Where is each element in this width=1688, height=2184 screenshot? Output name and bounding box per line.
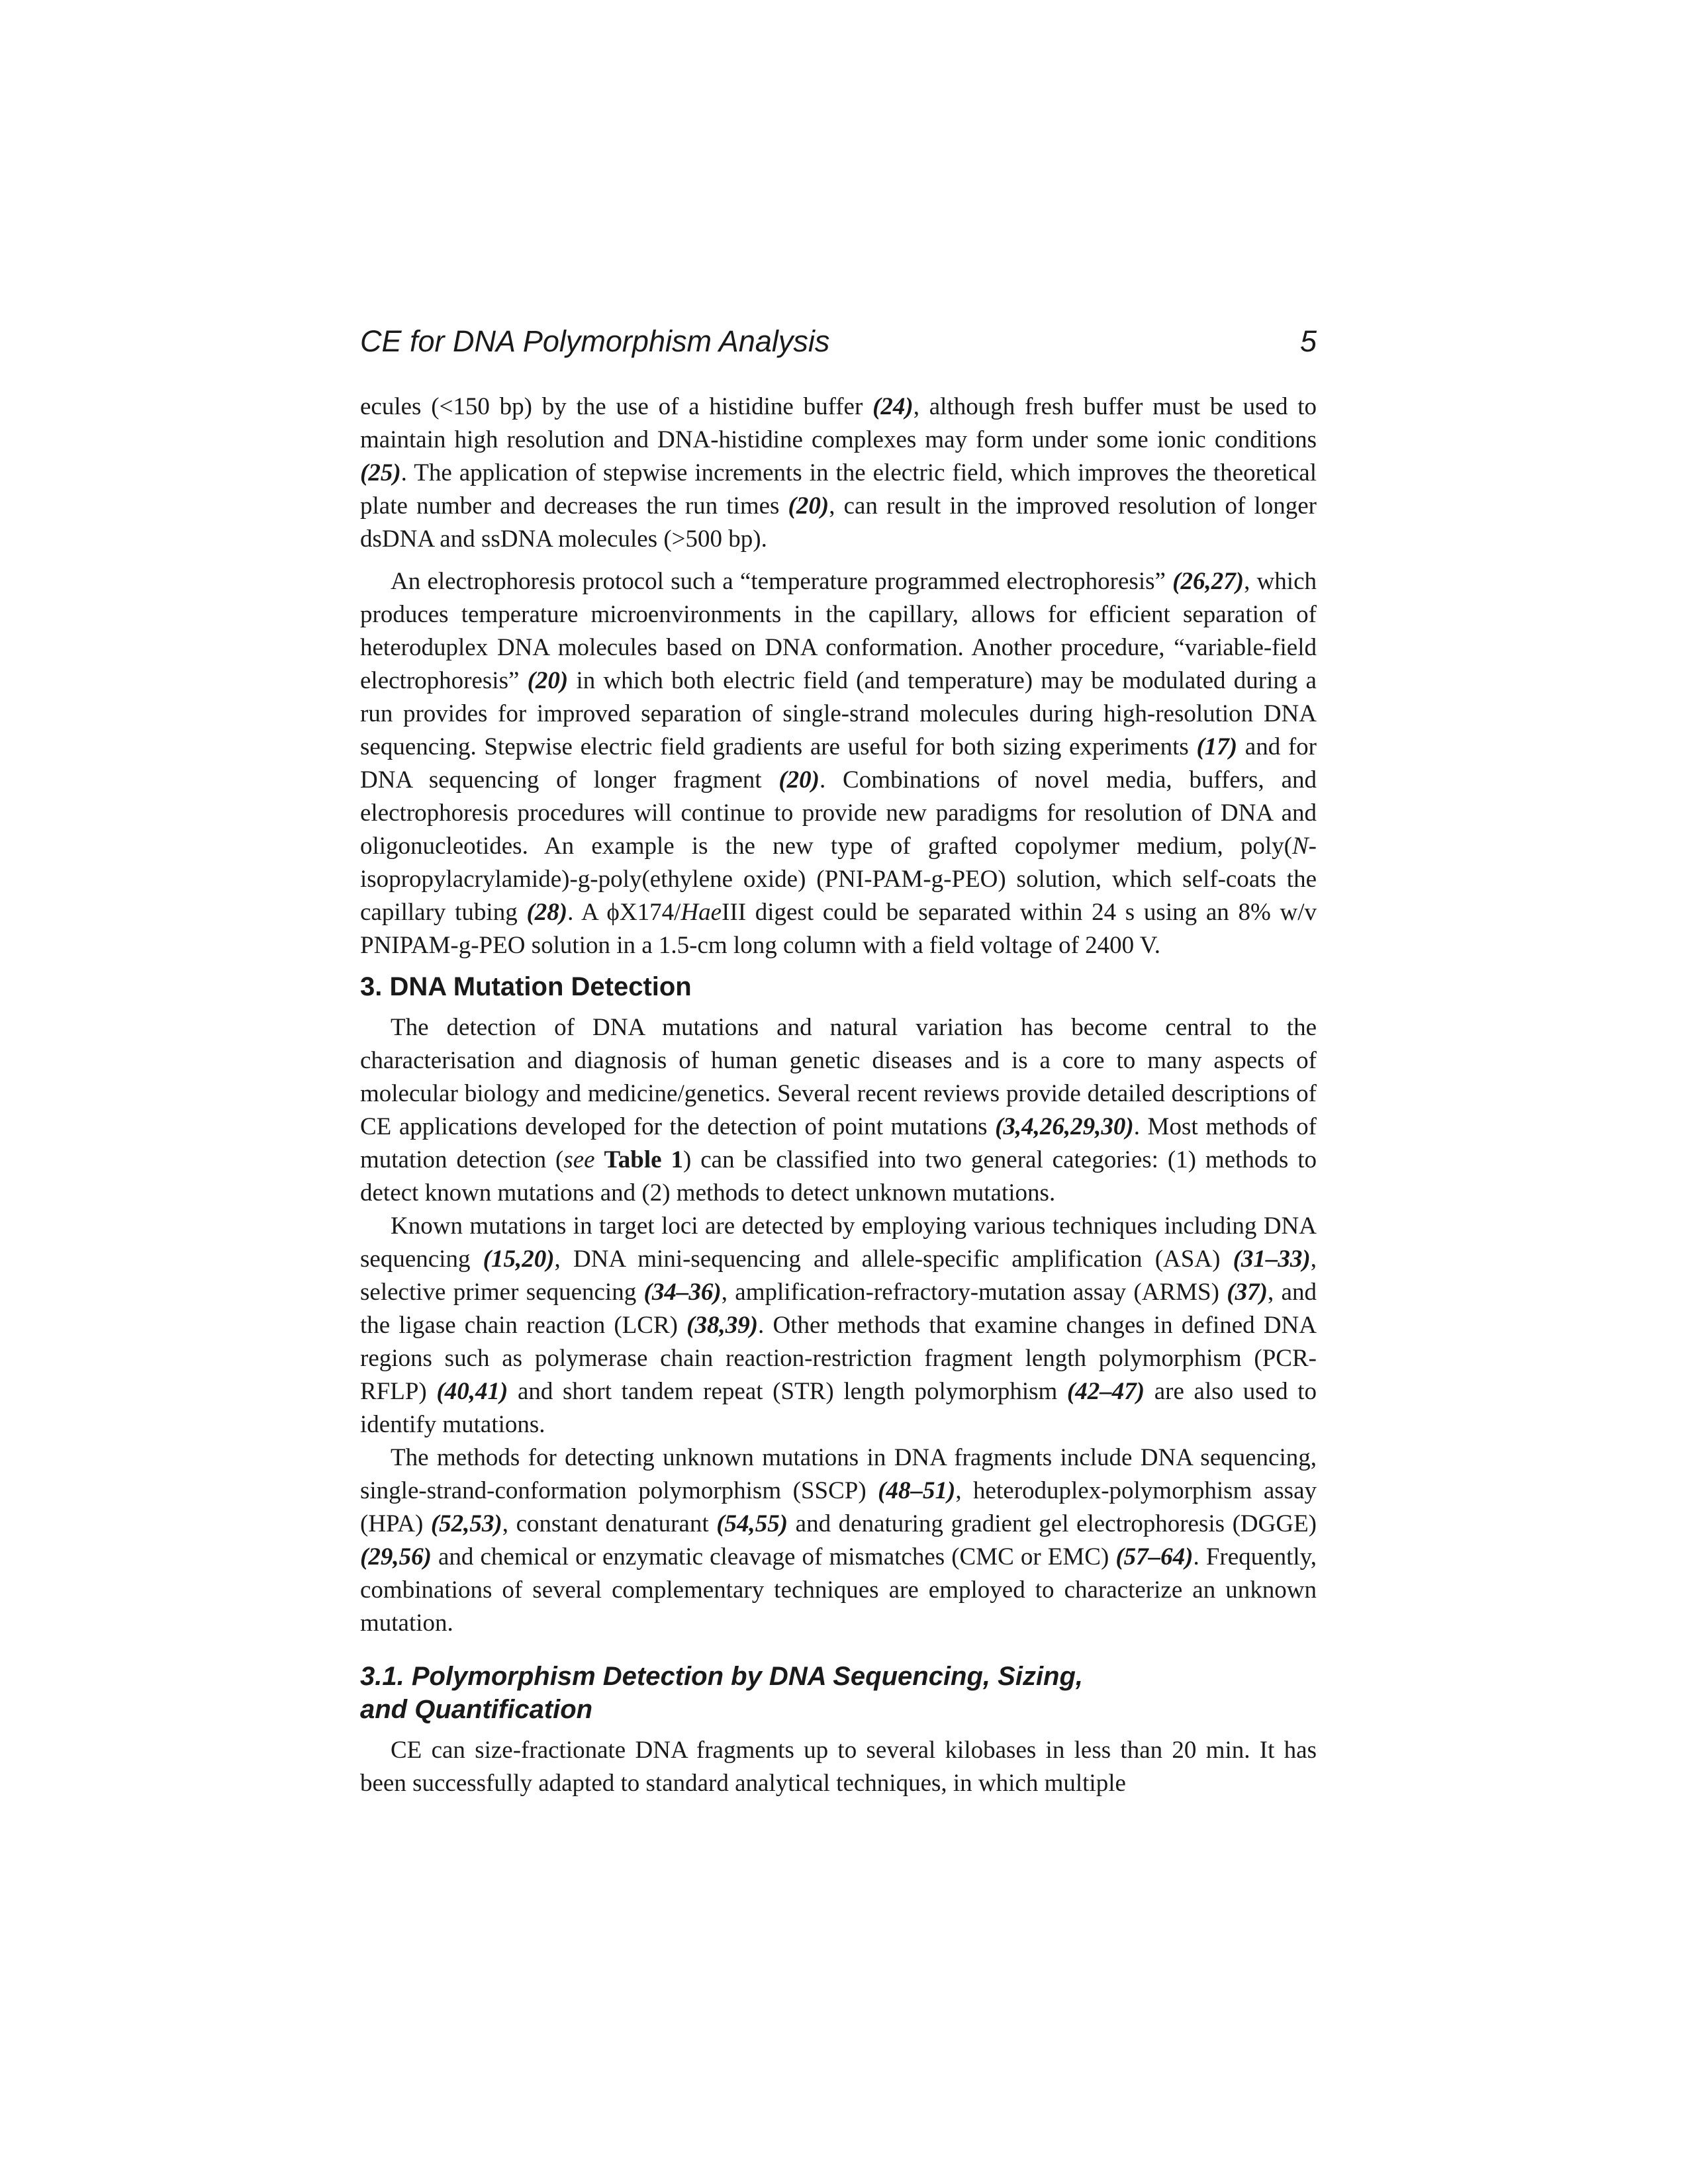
- paragraph-electrophoresis-protocol: [360, 565, 1317, 962]
- text-run: An electrophoresis protocol such a “temperature programmed electrophoresis”: [391, 568, 1173, 595]
- citation: (28): [526, 899, 568, 926]
- citation: (54,55): [716, 1510, 788, 1537]
- citation: (38,39): [686, 1312, 759, 1339]
- text-run: , DNA mini-sequencing and allele-specific amplification (ASA): [554, 1246, 1233, 1273]
- citation: (37): [1227, 1279, 1268, 1306]
- text-run: , which produces temperature microenvironments in the capillary, allows for efficient separation of heteroduplex DNA molecules based on DNA conformation. Another procedure, “variable-field electrophoresis”: [360, 568, 1317, 694]
- text-run: in which both electric field (and temperature) may be modulated during a run provides for improved separation of single-strand molecules during high-resolution DNA sequencing. Stepwise electric field gradients are useful for both sizing experiments: [360, 667, 1317, 760]
- citation: (29,56): [360, 1543, 432, 1570]
- citation: (20): [527, 667, 569, 694]
- text-run: III digest could be separated within 24 s using an 8% w/v PNIPAM-g-PEO solution in a 1.5-cm long column with a field voltage of 2400 V.: [360, 899, 1317, 959]
- text-run: . A ϕX174/: [567, 899, 681, 926]
- text-run: ecules (<150 bp) by the use of a histidine buffer: [360, 393, 873, 420]
- text-run: . The application of stepwise increments in the electric field, which improves the theoretical plate number and decreases the run times: [360, 459, 1317, 520]
- citation: (20): [778, 766, 820, 794]
- section-heading: 3. DNA Mutation Detection: [360, 972, 692, 1001]
- citation: (3,4,26,29,30): [995, 1113, 1134, 1140]
- paragraph-histidine-buffer: [360, 390, 1317, 556]
- citation: (48–51): [878, 1477, 956, 1504]
- text-run: , and the ligase chain reaction (LCR): [360, 1279, 1317, 1339]
- citation: (31–33): [1233, 1246, 1311, 1273]
- text-run: -isopropylacrylamide)-g-poly(ethylene oxide) (PNI-PAM-g-PEO) solution, which self-coats the capillary tubing: [360, 833, 1317, 926]
- text-run: , constant denaturant: [502, 1510, 717, 1537]
- citation: (57–64): [1115, 1543, 1194, 1570]
- text-run: ) can be classified into two general categories: (1) methods to detect known mutations and (2) methods to detect unknown mutations.: [360, 1146, 1317, 1206]
- italic-text: Hae: [680, 899, 722, 926]
- text-run: are also used to identify mutations.: [360, 1378, 1317, 1438]
- text-run: CE can size-fractionate DNA fragments up to several kilobases in less than 20 min. It has been successfully adapted to standard analytical techniques, in which multiple: [360, 1737, 1317, 1797]
- text-run: Known mutations in target loci are detected by employing various techniques including DNA sequencing: [360, 1212, 1317, 1273]
- citation: (15,20): [483, 1246, 555, 1273]
- running-title: CE for DNA Polymorphism Analysis: [360, 324, 830, 358]
- text-run: and short tandem repeat (STR) length polymorphism: [508, 1378, 1067, 1405]
- citation: (26,27): [1172, 568, 1244, 595]
- subsection-heading-line: 3.1. Polymorphism Detection by DNA Sequencing, Sizing,: [360, 1662, 1084, 1691]
- running-header: [360, 324, 1317, 371]
- subsection-heading-line: and Quantification: [360, 1695, 593, 1724]
- paragraph-ce-sizing: [360, 1734, 1317, 1800]
- paragraph-known-mutations: [360, 1210, 1317, 1441]
- citation: (20): [788, 492, 829, 520]
- italic-text: see: [563, 1146, 595, 1173]
- text-run: , heteroduplex-polymorphism assay (HPA): [360, 1477, 1317, 1537]
- text-run: , selective primer sequencing: [360, 1246, 1317, 1306]
- text-run: and denaturing gradient gel electrophoresis (DGGE): [788, 1510, 1317, 1537]
- text-run: . Combinations of novel media, buffers, and electrophoresis procedures will continue to provide new paradigms for resolution of DNA and oligonucleotides. An example is the new type of grafted copolymer medium, poly(: [360, 766, 1317, 860]
- citation: (24): [872, 393, 914, 420]
- citation: (40,41): [436, 1378, 508, 1405]
- subsection-heading: [360, 1660, 1317, 1726]
- citation: (25): [360, 459, 401, 486]
- text-run: . Other methods that examine changes in defined DNA regions such as polymerase chain reaction-restriction fragment length polymorphism (PCR-RFLP): [360, 1312, 1317, 1405]
- citation: (17): [1196, 733, 1238, 760]
- text-run: [595, 1146, 604, 1173]
- citation: (42–47): [1066, 1378, 1145, 1405]
- text-run: , amplification-refractory-mutation assay (ARMS): [721, 1279, 1227, 1306]
- text-run: , although fresh buffer must be used to maintain high resolution and DNA-histidine complexes may form under some ionic conditions: [360, 393, 1317, 453]
- page-number: 5: [1299, 324, 1317, 358]
- text-run: The methods for detecting unknown mutations in DNA fragments include DNA sequencing, single-strand-conformation polymorphism (SSCP): [360, 1444, 1317, 1504]
- text-run: , can result in the improved resolution of longer dsDNA and ssDNA molecules (>500 bp).: [360, 492, 1317, 553]
- text-run: and for DNA sequencing of longer fragment: [360, 733, 1317, 794]
- text-run: . Frequently, combinations of several complementary techniques are employed to characterize an unknown mutation.: [360, 1543, 1317, 1637]
- text-run: and chemical or enzymatic cleavage of mismatches (CMC or EMC): [431, 1543, 1116, 1570]
- citation: (34–36): [643, 1279, 722, 1306]
- italic-text: N: [1291, 833, 1309, 860]
- body-text: [360, 390, 1317, 1800]
- paragraph-mutation-detection: [360, 1011, 1317, 1210]
- citation: (52,53): [430, 1510, 502, 1537]
- table-reference: Table 1: [604, 1146, 683, 1173]
- text-run: . Most methods of mutation detection (: [360, 1113, 1317, 1173]
- paragraph-unknown-mutations: [360, 1441, 1317, 1640]
- text-run: The detection of DNA mutations and natural variation has become central to the characterisation and diagnosis of human genetic diseases and is a core to many aspects of molecular biology and medicine/genetics. Several recent reviews provide detailed descriptions of CE applications developed for the detection of point mutations: [360, 1014, 1317, 1140]
